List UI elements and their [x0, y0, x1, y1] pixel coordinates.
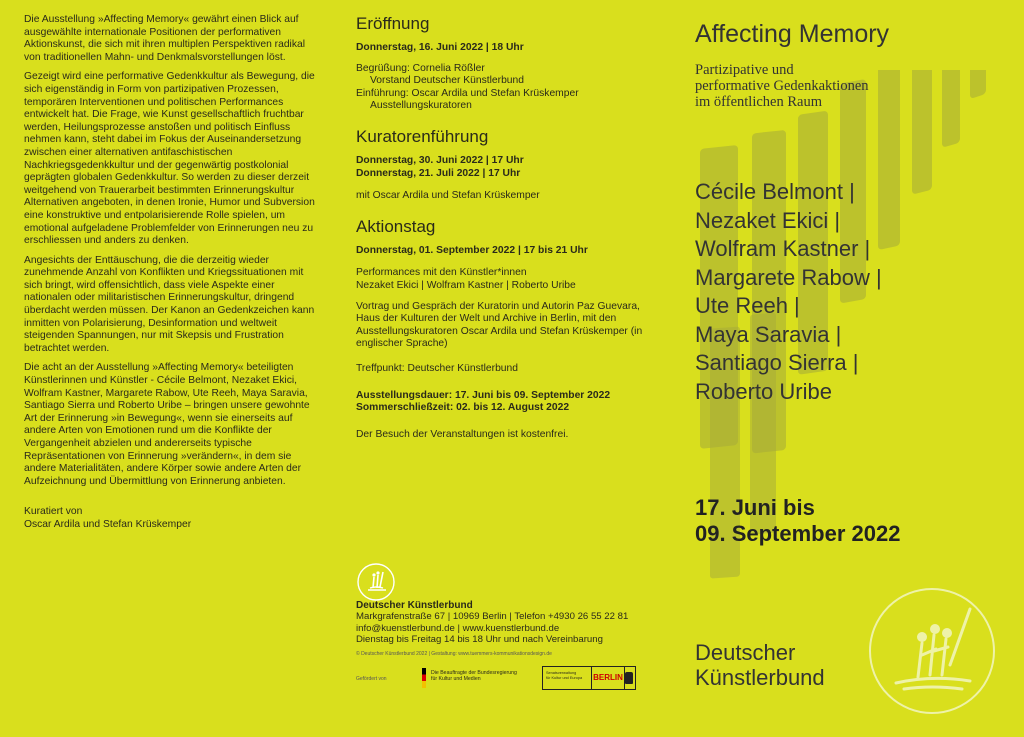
artists-list	[695, 178, 882, 406]
artist-name: Maya Saravia |	[695, 321, 842, 347]
artist-name: Wolfram Kastner |	[695, 236, 871, 261]
subtitle-line-2: performative Gedenkaktionen	[695, 78, 869, 94]
berlin-senate-logo	[542, 666, 636, 690]
intro-text-column	[24, 14, 324, 737]
tour-date-1	[356, 155, 656, 168]
date-line-2: 09. September 2022	[695, 521, 901, 546]
tour-date-1-text: Donnerstag, 30. Juni 2022	[356, 154, 484, 166]
berlin-bear-icon	[625, 672, 633, 684]
free-admission: Der Besuch der Veranstaltungen ist kostenfrei.	[356, 428, 569, 440]
opening-welcome-role: Vorstand Deutscher Künstlerbund	[370, 75, 524, 87]
senat-line-2: für Kultur und Europa	[546, 675, 583, 680]
opening-time: | 18 Uhr	[485, 42, 524, 53]
performances-label: Performances mit den Künstler*innen	[356, 267, 527, 279]
exhibition-dates	[695, 495, 900, 547]
sponsor-logos	[356, 666, 656, 696]
funded-label: Gefördert von	[356, 676, 387, 682]
intro-paragraph: Die acht an der Ausstellung »Affecting Memory« beteiligten Künstlerinnen und Künstler - Cécile Belmont, Nezaket Ekici, Wolfram Kastner, Margarete Rabow, Ute Reeh, Maya Saravia, Santiago Sierra und Roberto Uribe – bringen unsere gewohnte Art der Erinnerung »in Bewegung«, wenn sie einerseits auf andere Arten von Emotionen rund um die Konflikte der Vergangenheit abzielen und andererseits typische Repräsentationen von Erinnerung »verändern«, in dem sie andere Materialitäten, andere Körper sowie andere Arten der Aufzeichnung und Übermittlung von Erinnerung anbieten.	[24, 362, 310, 487]
organizer-line-2: Künstlerbund	[695, 665, 825, 690]
action-date	[356, 245, 656, 258]
federal-government-logo	[422, 666, 532, 692]
tour-time-2: | 17 Uhr	[482, 167, 521, 179]
exhibition-duration: Ausstellungsdauer: 17. Juni bis 09. September 2022	[356, 389, 611, 401]
organizer-name	[695, 640, 825, 690]
exhibition-title: Affecting Memory	[695, 20, 890, 48]
imprint	[356, 600, 656, 646]
curators-credit	[24, 506, 324, 531]
subtitle-line-3: im öffentlichen Raum	[695, 94, 822, 110]
opening-date-text: Donnerstag, 16. Juni 2022	[356, 42, 484, 53]
opening-intro: Einführung: Oscar Ardila und Stefan Krüskemper	[356, 87, 579, 99]
bund-line-2: für Kultur und Medien	[431, 676, 481, 683]
summer-closing: Sommerschließzeit: 02. bis 12. August 2022	[356, 402, 570, 414]
artist-name: Nezaket Ekici |	[695, 207, 841, 233]
action-time: | 17 bis 21 Uhr	[517, 244, 588, 256]
imprint-hours: Dienstag bis Freitag 14 bis 18 Uhr und nach Vereinbarung	[356, 634, 603, 646]
opening-intro-role: Ausstellungskuratoren	[370, 100, 472, 112]
talk-description: Vortrag und Gespräch der Kuratorin und Autorin Paz Guevara, Haus der Kulturen der Welt und Archive in Berlin, mit den Ausstellungskuratoren Oscar Ardila und Stefan Krüskemper (in englischer Sprache)	[356, 300, 643, 350]
meeting-point: Treffpunkt: Deutscher Künstlerbund	[356, 362, 518, 374]
intro-paragraph: Gezeigt wird eine performative Gedenkkultur als Bewegung, die sich eigenständig in Form von partizipativen Prozessen, temporären Interventionen und politischen Performances entwickelt hat. Die Frage, wie Kunst gesellschaftlich fruchtbar werden, Heilungsprozesse anstoßen und politisch Einfluss nehmen kann, steht dabei im Fokus der Auseinandersetzung zwischen einer alternativen antifaschistischen Nachkriegsgedenkkultur und der gegenwärtig postkolonial geprägten globalen Gedenkkultur. So werden zu dieser derzeit weitgehend von Trauerarbeit bestimmten Erinnerungskultur Alternativen angeboten, in denen Ironie, Humor und Subversion eine konstruktive und entpolarisierende Rolle spielen, um emotional aufgeladene Problemfelder von Erinnerungen neu zu erschliessen und anders zu denken.	[24, 71, 315, 247]
kuenstlerbund-medal-icon	[866, 585, 998, 717]
opening-heading: Eröffnung	[356, 14, 430, 33]
exhibition-subtitle	[695, 62, 965, 110]
berlin-wordmark: BERLIN	[591, 667, 625, 689]
artist-name: Margarete Rabow |	[695, 264, 882, 290]
imprint-web[interactable]: info@kuenstlerbund.de | www.kuenstlerbund.de	[356, 622, 560, 634]
intro-paragraph: Die Ausstellung »Affecting Memory« gewährt einen Blick auf ausgewählte internationale Positionen der performativen Aktionskunst, die sich mit ihren multiplen Perspektiven radikal von traditionellen Mahn- und Denkmalsvorstellungen löst.	[24, 14, 306, 63]
artist-name: Roberto Uribe	[695, 378, 832, 404]
action-date-text: Donnerstag, 01. September 2022	[356, 244, 516, 256]
curators-label: Kuratiert von	[24, 506, 83, 518]
curators-names: Oscar Ardila und Stefan Krüskemper	[24, 518, 192, 530]
tour-time-1: | 17 Uhr	[485, 154, 524, 166]
senat-line-1: Senatsverwaltung	[546, 671, 577, 675]
artist-name: Cécile Belmont |	[695, 179, 855, 204]
tour-date-2-text: Donnerstag, 21. Juli 2022	[356, 167, 480, 179]
subtitle-line-1: Partizipative und	[695, 62, 794, 78]
opening-date	[356, 42, 656, 55]
bund-line-1: Die Beauftragte der Bundesregierung	[431, 670, 517, 676]
kuenstlerbund-logo-icon	[356, 562, 396, 602]
eagle-flag-icon	[422, 668, 426, 688]
tour-heading: Kuratorenführung	[356, 126, 489, 146]
tour-date-2	[356, 168, 656, 181]
opening-welcome: Begrüßung: Cornelia Rößler	[356, 62, 485, 74]
action-heading: Aktionstag	[356, 216, 436, 236]
imprint-address: Markgrafenstraße 67 | 10969 Berlin | Telefon +4930 26 55 22 81	[356, 611, 629, 623]
artist-name: Santiago Sierra |	[695, 350, 859, 375]
intro-paragraph: Angesichts der Enttäuschung, die die derzeitig wieder zunehmende Anzahl von Konflikten und Kriegssituationen mit sich bringt, wird offensichtlich, dass viele Aspekte einer nationalen oder militaristischen Erinnerungskultur, dringend überdacht werden müssen. Der Kanon an Gedenkzeichen kann inmitten von Polarisierung, Desinformation und weltweit steigenden Spannungen, nur mit Skepsis und Frustration betrachtet werden.	[24, 254, 315, 354]
tour-with: mit Oscar Ardila und Stefan Krüskemper	[356, 190, 540, 202]
organizer-line-1: Deutscher	[695, 640, 796, 665]
performances-names: Nezaket Ekici | Wolfram Kastner | Roberto Uribe	[356, 279, 576, 291]
artist-name: Ute Reeh |	[695, 293, 800, 318]
date-line-1: 17. Juni bis	[695, 495, 815, 520]
imprint-name: Deutscher Künstlerbund	[356, 600, 473, 611]
design-credit: © Deutscher Künstlerbund 2022 | Gestaltung: www.tuemmers-kommunikationsdesign.de	[356, 651, 552, 657]
